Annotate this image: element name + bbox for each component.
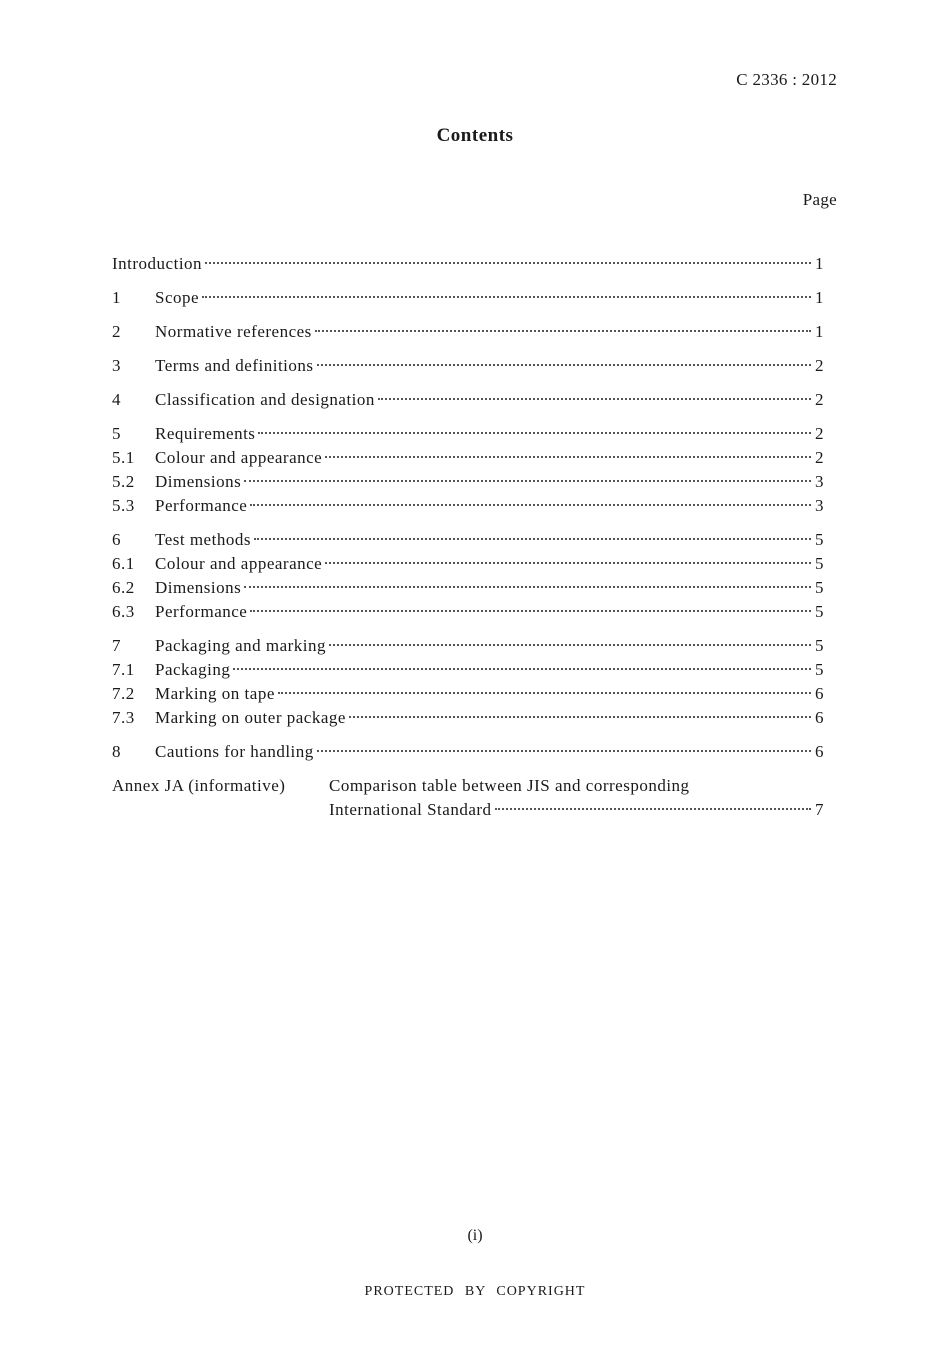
toc-leader-dots (233, 668, 811, 670)
toc-entry-dimensions[interactable] (112, 470, 824, 494)
toc-leader-dots (495, 808, 811, 810)
table-of-contents (112, 252, 824, 822)
toc-entry-page: 6 (815, 684, 824, 703)
toc-entry-number: 6.1 (112, 554, 135, 573)
toc-entry-number: 5.2 (112, 472, 135, 491)
toc-entry-page: 3 (815, 472, 824, 491)
toc-entry-packaging-and-marking[interactable] (112, 634, 824, 658)
toc-entry-number: 5.1 (112, 448, 135, 467)
toc-entry-page: 1 (815, 288, 824, 307)
toc-entry-number: 7.3 (112, 708, 135, 727)
toc-entry-test-methods[interactable] (112, 528, 824, 552)
toc-leader-dots (317, 364, 811, 366)
toc-entry-annex-ja[interactable] (112, 774, 824, 822)
toc-entry-page: 5 (815, 636, 824, 655)
toc-entry-page: 6 (815, 708, 824, 727)
toc-entry-number: 5.3 (112, 496, 135, 515)
toc-leader-dots (317, 750, 811, 752)
toc-entry-number: 4 (112, 390, 121, 409)
document-id: C 2336 : 2012 (736, 70, 837, 89)
toc-entry-colour-and-appearance[interactable] (112, 552, 824, 576)
toc-entry-normative-references[interactable] (112, 320, 824, 344)
toc-entry-title: Performance (155, 602, 248, 621)
toc-leader-dots (315, 330, 811, 332)
toc-entry-cautions-for-handling[interactable] (112, 740, 824, 764)
toc-leader-dots (325, 562, 811, 564)
toc-leader-dots (244, 480, 811, 482)
copyright-notice: PROTECTED BY COPYRIGHT (364, 1284, 586, 1299)
toc-leader-dots (205, 262, 811, 264)
toc-entry-title: Requirements (155, 424, 256, 443)
toc-entry-title: Cautions for handling (155, 742, 314, 761)
annex-title-line (329, 798, 824, 822)
page-number: (i) (467, 1227, 483, 1244)
toc-entry-title: Performance (155, 496, 248, 515)
toc-entry-title: Test methods (155, 530, 251, 549)
toc-entry-number: 1 (112, 288, 121, 307)
toc-leader-dots (378, 398, 811, 400)
toc-entry-page: 5 (815, 602, 824, 621)
toc-entry-packaging[interactable] (112, 658, 824, 682)
toc-entry-page: 6 (815, 742, 824, 761)
toc-entry-classification-and-designation[interactable] (112, 388, 824, 412)
toc-leader-dots (250, 504, 811, 506)
annex-title-line (329, 774, 824, 798)
annex-title-line2: International Standard (329, 800, 492, 819)
toc-entry-page: 5 (815, 578, 824, 597)
toc-entry-number: 6.3 (112, 602, 135, 621)
toc-entry-page: 5 (815, 554, 824, 573)
toc-entry-number: 3 (112, 356, 121, 375)
toc-entry-title: Normative references (155, 322, 312, 341)
toc-entry-dimensions[interactable] (112, 576, 824, 600)
toc-entry-number: 7.2 (112, 684, 135, 703)
toc-entry-page: 5 (815, 660, 824, 679)
toc-leader-dots (329, 644, 811, 646)
toc-entry-number: 5 (112, 424, 121, 443)
toc-entry-title: Marking on outer package (155, 708, 346, 727)
toc-entry-colour-and-appearance[interactable] (112, 446, 824, 470)
toc-entry-title: Packaging and marking (155, 636, 327, 655)
toc-leader-dots (349, 716, 811, 718)
toc-entry-page: 2 (815, 390, 824, 409)
toc-entry-title: Classification and designation (155, 390, 375, 409)
toc-entry-title: Terms and definitions (155, 356, 314, 375)
toc-entry-page: 5 (815, 530, 824, 549)
toc-entry-number: 7 (112, 636, 121, 655)
toc-entry-page: 1 (815, 254, 824, 273)
toc-entry-title: Colour and appearance (155, 554, 323, 573)
toc-entry-number: 8 (112, 742, 121, 761)
page-title: Contents (436, 125, 514, 146)
toc-entry-page: 3 (815, 496, 824, 515)
toc-entry-number: 6.2 (112, 578, 135, 597)
toc-entry-performance[interactable] (112, 494, 824, 518)
toc-leader-dots (325, 456, 811, 458)
toc-entry-requirements[interactable] (112, 422, 824, 446)
toc-entry-title: Introduction (112, 254, 203, 273)
toc-entry-title: Packaging (155, 660, 231, 679)
toc-entry-marking-on-tape[interactable] (112, 682, 824, 706)
annex-title-line1: Comparison table between JIS and corresponding (329, 776, 690, 795)
toc-leader-dots (202, 296, 811, 298)
toc-leader-dots (244, 586, 811, 588)
toc-entry-title: Dimensions (155, 472, 242, 491)
annex-title-block (329, 774, 824, 822)
toc-entry-page: 2 (815, 356, 824, 375)
page-column-label: Page (802, 190, 837, 209)
toc-entry-number: 6 (112, 530, 121, 549)
toc-entry-title: Colour and appearance (155, 448, 323, 467)
toc-entry-introduction[interactable] (112, 252, 824, 276)
toc-entry-title: Scope (155, 288, 200, 307)
toc-entry-scope[interactable] (112, 286, 824, 310)
toc-entry-performance[interactable] (112, 600, 824, 624)
toc-entry-number: 2 (112, 322, 121, 341)
toc-entry-title: Dimensions (155, 578, 242, 597)
toc-entry-page: 1 (815, 322, 824, 341)
toc-entry-page: 2 (815, 424, 824, 443)
toc-entry-page: 7 (815, 800, 824, 819)
toc-entry-terms-and-definitions[interactable] (112, 354, 824, 378)
toc-leader-dots (258, 432, 811, 434)
toc-entry-marking-on-outer-package[interactable] (112, 706, 824, 730)
annex-label: Annex JA (informative) (112, 776, 286, 795)
toc-entry-number: 7.1 (112, 660, 135, 679)
toc-entry-title: Marking on tape (155, 684, 275, 703)
toc-entry-page: 2 (815, 448, 824, 467)
toc-leader-dots (250, 610, 811, 612)
toc-leader-dots (278, 692, 811, 694)
toc-leader-dots (254, 538, 811, 540)
